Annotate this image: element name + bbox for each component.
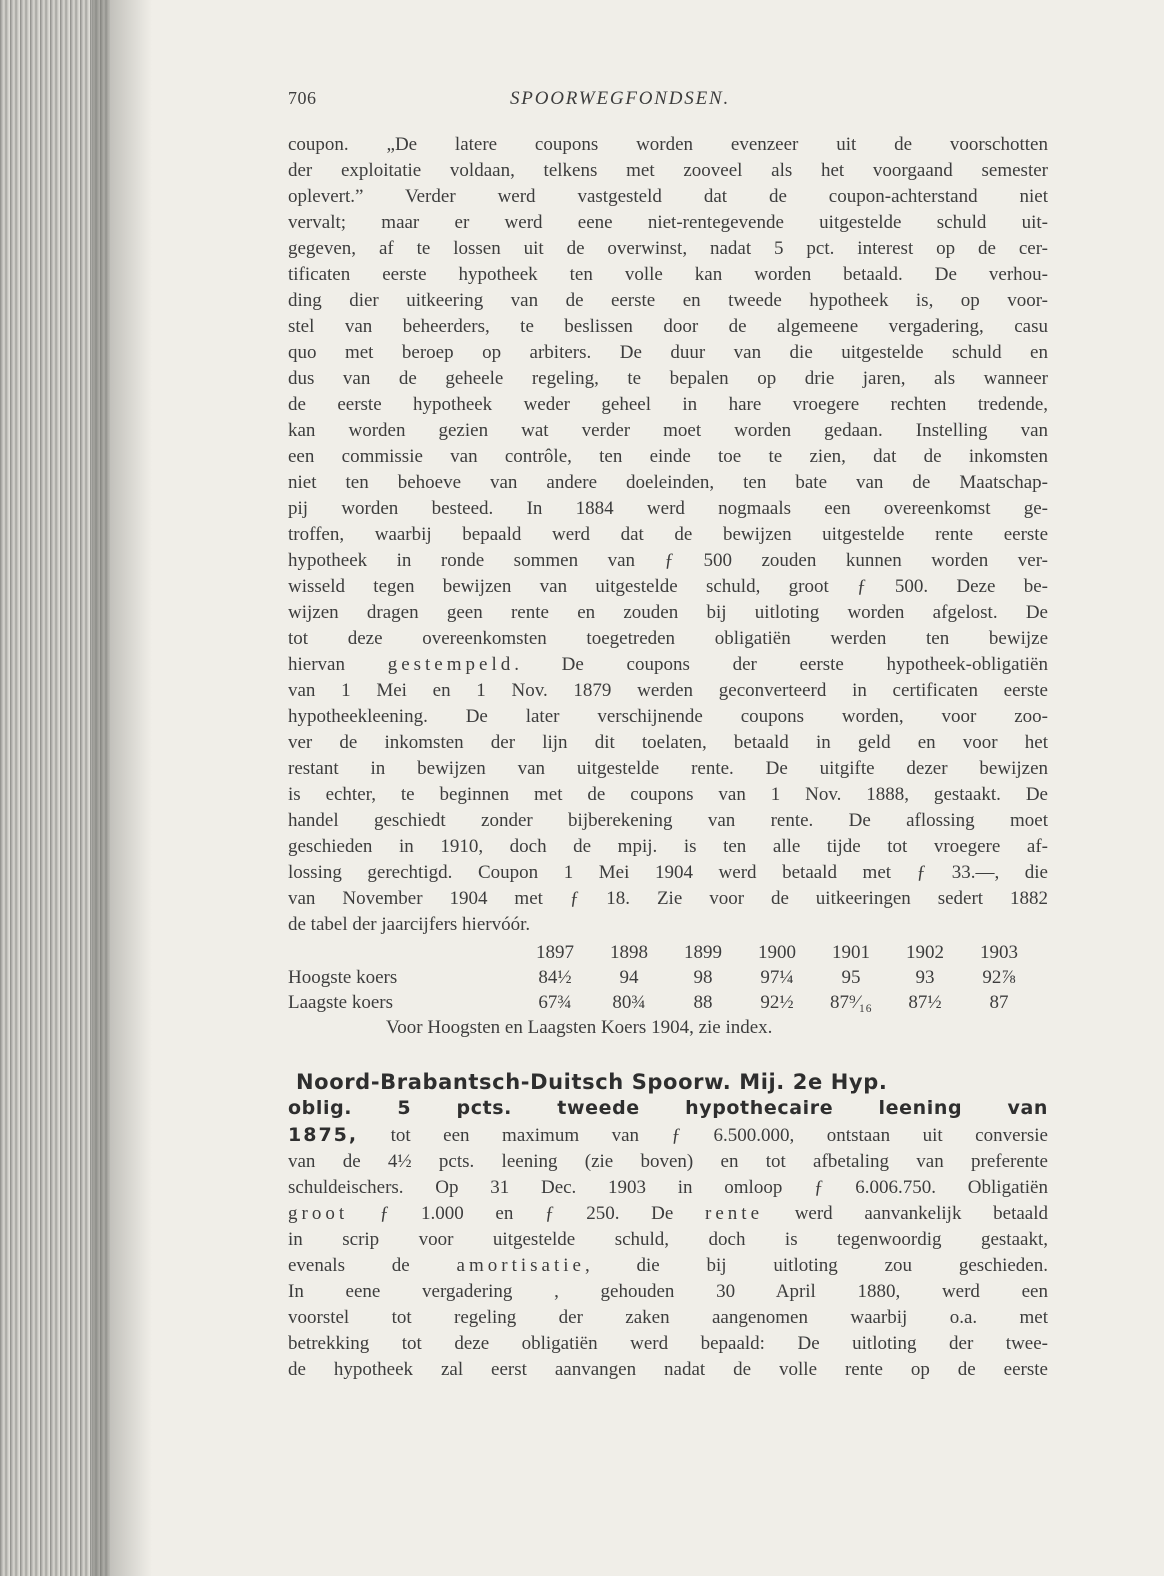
emphasized-word: rente: [705, 1203, 764, 1224]
price-table-header-row: [288, 940, 1036, 965]
year-header: 1898: [610, 942, 648, 963]
text-line: voorstel tot regeling der zaken aangenomen waarbij o.a. met: [288, 1307, 1048, 1328]
text-line: troffen, waarbij bepaald werd dat de bewijzen uitgestelde rente eerste: [288, 524, 1048, 545]
paragraph-continued: [288, 132, 1048, 938]
text-line: quo met beroep op arbiters. De duur van die uitgestelde schuld en: [288, 342, 1048, 363]
text-line: van 1 Mei en 1 Nov. 1879 werden geconverteerd in certificaten eerste: [288, 680, 1048, 701]
text-line: in scrip voor uitgestelde schuld, doch is tegenwoordig gestaakt,: [288, 1229, 1048, 1250]
price-cell: 80¾: [612, 992, 646, 1013]
text-line-stamped: [288, 652, 1048, 678]
price-cell: 87⁹⁄₁₆: [829, 992, 873, 1013]
price-cell: 97¼: [760, 967, 794, 988]
text-line: [288, 1253, 1048, 1279]
text-line: wijzen dragen geen rente en zouden bij uitloting worden afgelost. De: [288, 602, 1048, 623]
text-line: [288, 1122, 1048, 1149]
text-line: geschieden in 1910, doch de mpij. is ten alle tijde tot vroegere af-: [288, 836, 1048, 857]
text-line: betrekking tot deze obligatiën werd bepaald: De uitloting der twee-: [288, 1333, 1048, 1354]
text-line: vervalt; maar er werd eene niet-rentegevende uitgestelde schuld uit-: [288, 212, 1048, 233]
price-cell: 87½: [908, 992, 942, 1013]
text-line: kan worden gezien wat verder moet worden gedaan. Instelling van: [288, 420, 1048, 441]
year-header: 1900: [758, 942, 796, 963]
text-line: de tabel der jaarcijfers hiervóór.: [288, 914, 531, 935]
year-header: 1897: [536, 942, 574, 963]
text-line: hypotheekleening. De later verschijnende coupons worden, voor zoo-: [288, 706, 1048, 727]
price-cell: 92⅞: [982, 967, 1016, 988]
entry-heading-continued: [288, 1095, 1048, 1122]
price-cell: 67¾: [538, 992, 572, 1013]
emphasized-word: groot: [288, 1203, 349, 1224]
text-line: In eene vergadering , gehouden 30 April 1880, werd een: [288, 1281, 1048, 1302]
price-table-corner: [288, 940, 518, 965]
price-table-note: Voor Hoogsten en Laagsten Koers 1904, zie index.: [386, 1017, 773, 1038]
text-fragment: . De coupons der eerste hypotheek-obligatiën: [514, 654, 1048, 675]
text-line: dus van de geheele regeling, te bepalen op drie jaren, als wanneer: [288, 368, 1048, 389]
text-line: de hypotheek zal eerst aanvangen nadat de volle rente op de eerste: [288, 1359, 1048, 1380]
text-line: coupon. „De latere coupons worden evenzeer uit de voorschotten: [288, 134, 1048, 155]
running-head: [288, 88, 1048, 124]
year-header: 1902: [906, 942, 944, 963]
entry-year-bold: 1875,: [288, 1124, 359, 1146]
text-line: ver de inkomsten der lijn dit toelaten, betaald in geld en voor het: [288, 732, 1048, 753]
text-line: schuldeischers. Op 31 Dec. 1903 in omloop ƒ 6.006.750. Obligatiën: [288, 1177, 1048, 1198]
page-number: 706: [288, 88, 317, 108]
text-line: een commissie van contrôle, ten einde toe te zien, dat de inkomsten: [288, 446, 1048, 467]
text-line: is echter, te beginnen met de coupons van 1 Nov. 1888, gestaakt. De: [288, 784, 1048, 805]
text-line: de eerste hypotheek weder geheel in hare vroegere rechten tredende,: [288, 394, 1048, 415]
text-line: niet ten behoeve van andere doeleinden, ten bate van de Maatschap-: [288, 472, 1048, 493]
table-row: [288, 990, 1036, 1015]
text-line: restant in bewijzen van uitgestelde rente. De uitgifte dezer bewijzen: [288, 758, 1048, 779]
text-line: ding dier uitkeering van de eerste en tweede hypotheek is, op voor-: [288, 290, 1048, 311]
year-header: 1899: [684, 942, 722, 963]
table-row: [288, 965, 1036, 990]
text-line: handel geschiedt zonder bijberekening van rente. De aflossing moet: [288, 810, 1048, 831]
year-header: 1901: [832, 942, 870, 963]
entry-title-bold: oblig. 5 pcts. tweede hypothecaire leening van: [288, 1097, 1048, 1119]
running-title: SPOORWEGFONDSEN.: [510, 88, 731, 109]
text-line: wisseld tegen bewijzen van uitgestelde schuld, groot ƒ 500. Deze be-: [288, 576, 1048, 597]
binding-shadow: [92, 0, 152, 1576]
text-line: stel van beheerders, te beslissen door de algemeene vergadering, casu: [288, 316, 1048, 337]
text-line: lossing gerechtigd. Coupon 1 Mei 1904 werd betaald met ƒ 33.—, die: [288, 862, 1048, 883]
price-cell: 84½: [538, 967, 572, 988]
price-cell: 92½: [760, 992, 794, 1013]
text-fragment: evenals de: [288, 1255, 457, 1276]
book-page: [288, 88, 1048, 1383]
text-line: van November 1904 met ƒ 18. Zie voor de uitkeeringen sedert 1882: [288, 888, 1048, 909]
text-line: tificaten eerste hypotheek ten volle kan worden betaald. De verhou-: [288, 264, 1048, 285]
text-fragment: , die bij uitloting zou geschieden.: [584, 1255, 1048, 1276]
emphasized-word: gestempeld: [387, 654, 515, 675]
text-line: [288, 1201, 1048, 1227]
year-header: 1903: [980, 942, 1018, 963]
price-table: [288, 940, 1036, 1015]
row-label: Hoogste koers: [288, 967, 398, 988]
text-line: van de 4½ pcts. leening (zie boven) en tot afbetaling van preferente: [288, 1151, 1048, 1172]
price-cell: 93: [915, 967, 935, 988]
price-cell: 87: [989, 992, 1009, 1013]
text-fragment: ƒ 1.000 en ƒ 250. De: [348, 1203, 706, 1224]
text-line: gegeven, af te lossen uit de overwinst, nadat 5 pct. interest op de cer-: [288, 238, 1048, 259]
price-cell: 95: [841, 967, 861, 988]
entry-body: [288, 1095, 1048, 1383]
text-fragment: hiervan: [288, 654, 388, 675]
entry-heading: Noord-Brabantsch-Duitsch Spoorw. Mij. 2e Hyp.: [296, 1070, 888, 1094]
price-cell: 88: [693, 992, 713, 1013]
text-line: tot deze overeenkomsten toegetreden obligatiën werden ten bewijze: [288, 628, 1048, 649]
row-label: Laagste koers: [288, 992, 393, 1013]
text-fragment: tot een maximum van ƒ 6.500.000, ontstaan uit conversie: [358, 1125, 1048, 1146]
text-line: hypotheek in ronde sommen van ƒ 500 zouden kunnen worden ver-: [288, 550, 1048, 571]
price-cell: 94: [619, 967, 639, 988]
text-line: pij worden besteed. In 1884 werd nogmaals een overeenkomst ge-: [288, 498, 1048, 519]
emphasized-word: amortisatie: [456, 1255, 585, 1276]
text-line: der exploitatie voldaan, telkens met zooveel als het voorgaand semester: [288, 160, 1048, 181]
text-fragment: werd aanvankelijk betaald: [763, 1203, 1048, 1224]
price-cell: 98: [693, 967, 713, 988]
text-line: oplevert.” Verder werd vastgesteld dat de coupon-achterstand niet: [288, 186, 1048, 207]
